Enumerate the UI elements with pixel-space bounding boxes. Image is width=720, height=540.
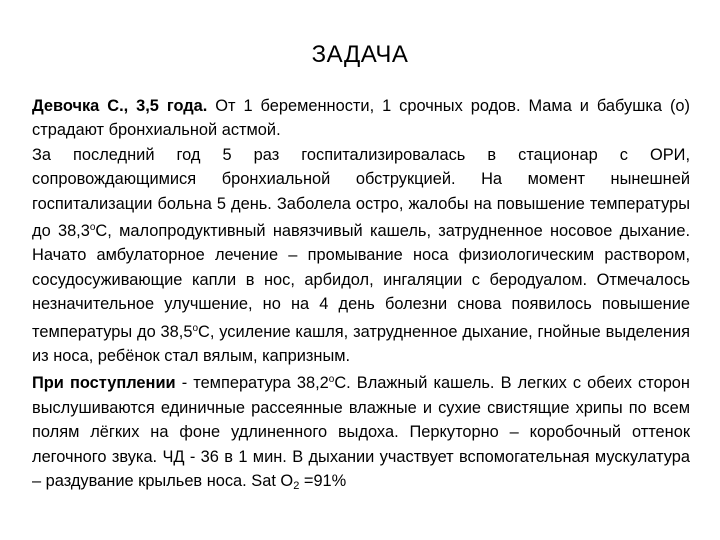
- patient-history: От 1 беременности, 1 срочных родов. Мама и бабушка (о) страдают бронхиальной астмой.: [32, 97, 690, 140]
- degree-symbol: о: [328, 374, 335, 386]
- admission-text-c: =91%: [299, 472, 347, 491]
- anamnesis-text-a: За последний год 5 раз госпитализировалась в стационар с ОРИ, сопровождающимися бронхиальной обструкцией. На момент нынешней госпитализации больна 5 день. Заболела остро, жалобы на повышение температуры до 38,3: [32, 145, 690, 241]
- paragraph-admission: [32, 368, 690, 498]
- page-title: ЗАДАЧА: [311, 41, 409, 68]
- admission-text-a: - температура 38,2: [175, 374, 329, 393]
- admission-text-b: С. Влажный кашель. В легких с обеих сторон выслушиваются единичные рассеянные влажные и сухие свистящие хрипы по всем полям лёгких на фоне удлиненного выдоха. Перкуторно – коробочный оттенок легочного звука. ЧД - 36 в 1 мин. В дыхании участвует вспомогательная мускулатура – раздувание крыльев носа. Sat O: [32, 374, 690, 491]
- paragraph-patient: [32, 94, 690, 143]
- paragraph-anamnesis: [32, 143, 690, 369]
- degree-symbol: о: [89, 222, 96, 234]
- anamnesis-text-c: С, усиление кашля, затрудненное дыхание, гнойные выделения из носа, ребёнок стал вялым, капризным.: [32, 322, 691, 366]
- admission-lead: При поступлении: [32, 374, 176, 393]
- task-text: [32, 94, 690, 499]
- subscript-2: 2: [293, 480, 300, 493]
- patient-lead: Девочка С., 3,5 года.: [32, 97, 208, 115]
- degree-symbol: о: [192, 322, 198, 334]
- anamnesis-text-b: С, малопродуктивный навязчивый кашель, затрудненное носовое дыхание. Начато амбулаторное лечение – промывание носа физиологическим раствором, сосудосуживающие капли в нос, арбидол, ингаляции с беродуалом. Отмечалось незначительное улучшение, но на 4 день болезни снова появилось повышение температуры до 38,5: [32, 222, 690, 341]
